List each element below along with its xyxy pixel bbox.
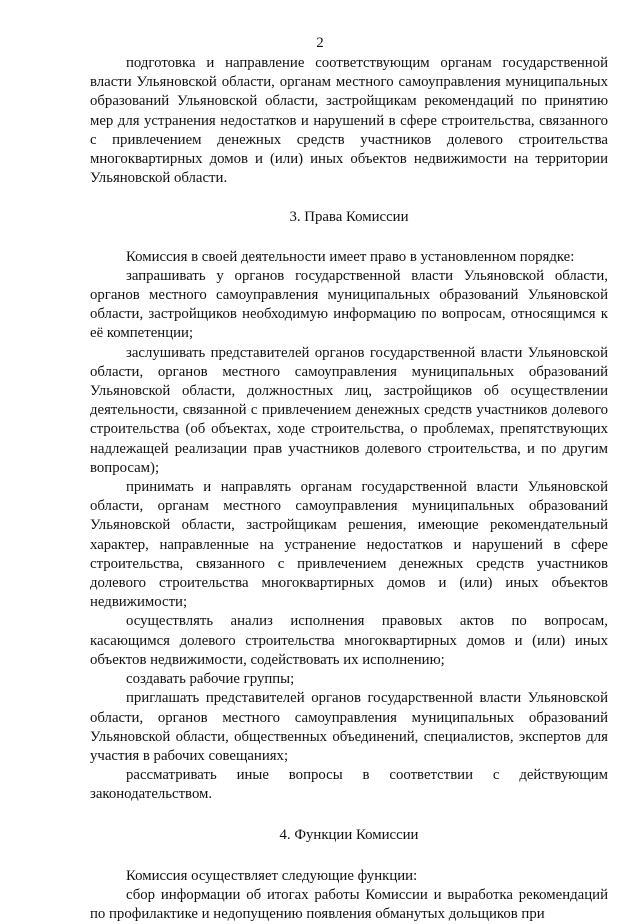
- document-body: [90, 54, 608, 924]
- section-4-paragraph: сбор информации об итогах работы Комиссии и выработка рекомендаций по профилактике и недопущению появления обманутых дольщиков при: [90, 886, 608, 923]
- section-4-title: 4. Функции Комиссии: [279, 826, 419, 843]
- intro-paragraph: подготовка и направление соответствующим органам государственной власти Ульяновской области, органам местного самоуправления муниципальных образований Ульяновской области, застройщикам рекомендаций по принятию мер для устранения недостатков и нарушений в сфере строительства, связанного с привлечением денежных средств участников долевого строительства многоквартирных домов и (или) иных объектов недвижимости на территории Ульяновской области.: [90, 55, 608, 187]
- page-number: 2: [316, 35, 324, 51]
- section-3-paragraph: осуществлять анализ исполнения правовых актов по вопросам, касающимся долевого строительства многоквартирных домов и (или) иных объектов недвижимости, содействовать их исполнению;: [90, 613, 608, 668]
- section-3-paragraph: Комиссия в своей деятельности имеет право в установленном порядке:: [126, 248, 575, 265]
- section-3-paragraph: заслушивать представителей органов государственной власти Ульяновской области, органов местного самоуправления муниципальных образований Ульяновской области, должностных лиц, застройщиков об осуществлении деятельности, связанной с привлечением денежных средств участников долевого строительства (об объектах, ходе строительства, о проблемах, препятствующих надлежащей реализации прав участников долевого строительства, и по другим вопросам);: [90, 344, 608, 476]
- section-3-paragraph: создавать рабочие группы;: [126, 671, 295, 688]
- section-3-paragraph: принимать и направлять органам государственной власти Ульяновской области, органам местного самоуправления муниципальных образований Ульяновской области, застройщикам решения, имеющие рекомендательный характер, направленные на устранение недостатков и нарушений в сфере строительства, связанного с привлечением денежных средств участников долевого строительства многоквартирных домов и (или) иных объектов недвижимости;: [90, 479, 608, 611]
- section-3-paragraph: запрашивать у органов государственной власти Ульяновской области, органов местного самоуправления муниципальных образований Ульяновской области, застройщиков необходимую информацию по вопросам, относящимся к её компетенции;: [90, 267, 608, 342]
- section-3-paragraph: рассматривать иные вопросы в соответствии с действующим законодательством.: [90, 767, 608, 803]
- section-3-title: 3. Права Комиссии: [289, 209, 409, 226]
- section-3-paragraph: приглашать представителей органов государственной власти Ульяновской области, органов местного самоуправления муниципальных образований Ульяновской области, общественных объединений, специалистов, экспертов для участия в рабочих совещаниях;: [90, 690, 608, 764]
- section-4-paragraph: Комиссия осуществляет следующие функции:: [126, 867, 418, 884]
